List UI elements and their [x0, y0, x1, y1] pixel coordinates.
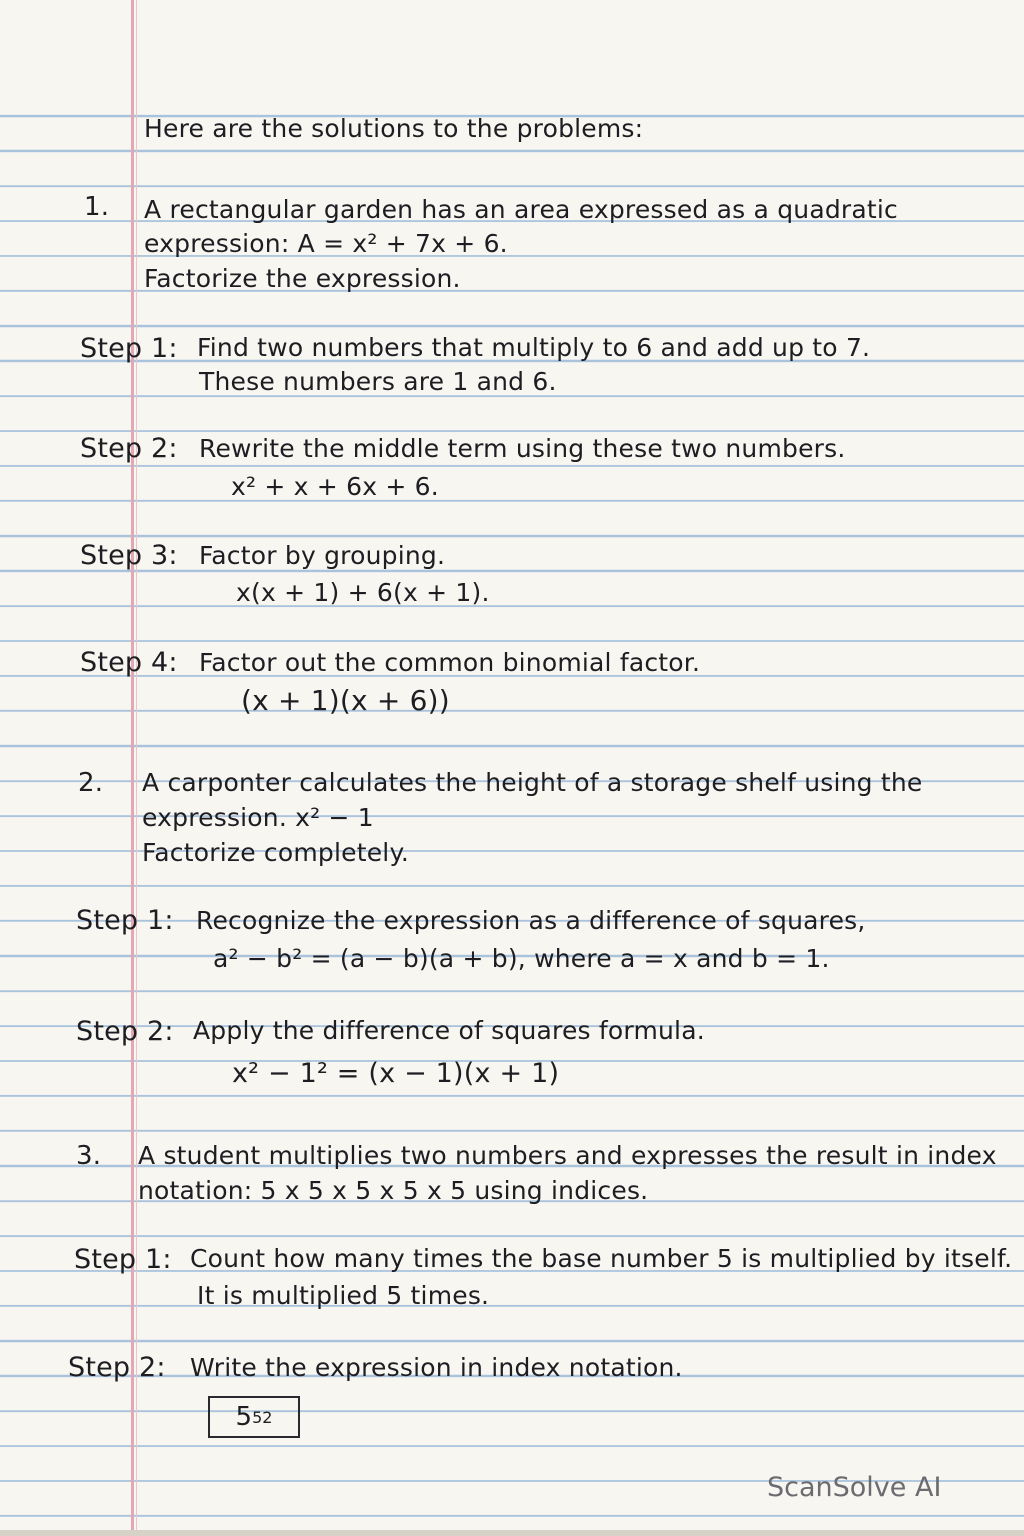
p2-step-2-math: x² − 1² = (x − 1)(x + 1) — [232, 1058, 560, 1089]
problem-3-line-1: A student multiplies two numbers and expresses the result in index — [138, 1141, 997, 1170]
p2-step-1-math: a² − b² = (a − b)(a + b), where a = x and b = 1. — [213, 944, 830, 973]
page-bottom-edge — [0, 1530, 1024, 1536]
answer-base: 5 — [235, 1402, 253, 1432]
p1-step-2-math: x² + x + 6x + 6. — [231, 472, 439, 501]
answer-exponent: 52 — [252, 1407, 273, 1427]
p1-step-4-label: Step 4: — [80, 647, 178, 678]
p1-step-1-label: Step 1: — [80, 333, 178, 364]
problem-1-number: 1. — [84, 192, 110, 222]
final-answer-box — [208, 1396, 300, 1438]
p2-step-1-line-1: Recognize the expression as a difference of squares, — [196, 906, 866, 935]
p1-step-1-line-1: Find two numbers that multiply to 6 and add up to 7. — [197, 333, 871, 362]
scansolve-watermark: ScanSolve AI — [767, 1472, 942, 1503]
problem-2-number: 2. — [78, 768, 104, 798]
p2-step-2-label: Step 2: — [76, 1016, 174, 1047]
problem-1-line-2: expression: A = x² + 7x + 6. — [144, 229, 508, 258]
p3-step-2-label: Step 2: — [68, 1352, 166, 1383]
margin-line — [131, 0, 134, 1536]
p3-step-1-label: Step 1: — [74, 1244, 172, 1275]
p1-step-4-line-1: Factor out the common binomial factor. — [199, 648, 701, 677]
problem-1-line-1: A rectangular garden has an area expressed as a quadratic — [144, 195, 899, 224]
p1-step-1-line-2: These numbers are 1 and 6. — [199, 367, 557, 396]
problem-3-line-2: notation: 5 x 5 x 5 x 5 x 5 using indices. — [138, 1176, 649, 1205]
problem-2-line-1: A carponter calculates the height of a storage shelf using the — [142, 768, 923, 797]
problem-1-line-3: Factorize the expression. — [144, 264, 461, 293]
p1-step-4-math: (x + 1)(x + 6)) — [241, 684, 450, 717]
p2-step-2-line-1: Apply the difference of squares formula. — [193, 1016, 705, 1045]
p3-step-2-line-1: Write the expression in index notation. — [190, 1353, 683, 1382]
page-header: Here are the solutions to the problems: — [144, 114, 644, 143]
p1-step-3-line-1: Factor by grouping. — [199, 541, 446, 570]
p1-step-3-label: Step 3: — [80, 540, 178, 571]
problem-2-line-2: expression. x² − 1 — [142, 803, 374, 832]
p2-step-1-label: Step 1: — [76, 905, 174, 936]
p1-step-3-math: x(x + 1) + 6(x + 1). — [236, 578, 490, 607]
problem-2-line-3: Factorize completely. — [142, 838, 410, 867]
p3-step-1-line-1: Count how many times the base number 5 is multiplied by itself. — [190, 1244, 1013, 1273]
margin-line-shadow — [136, 0, 137, 1536]
p1-step-2-line-1: Rewrite the middle term using these two numbers. — [199, 434, 846, 463]
problem-3-number: 3. — [76, 1141, 102, 1171]
p3-step-1-line-2: It is multiplied 5 times. — [197, 1281, 490, 1310]
p1-step-2-label: Step 2: — [80, 433, 178, 464]
